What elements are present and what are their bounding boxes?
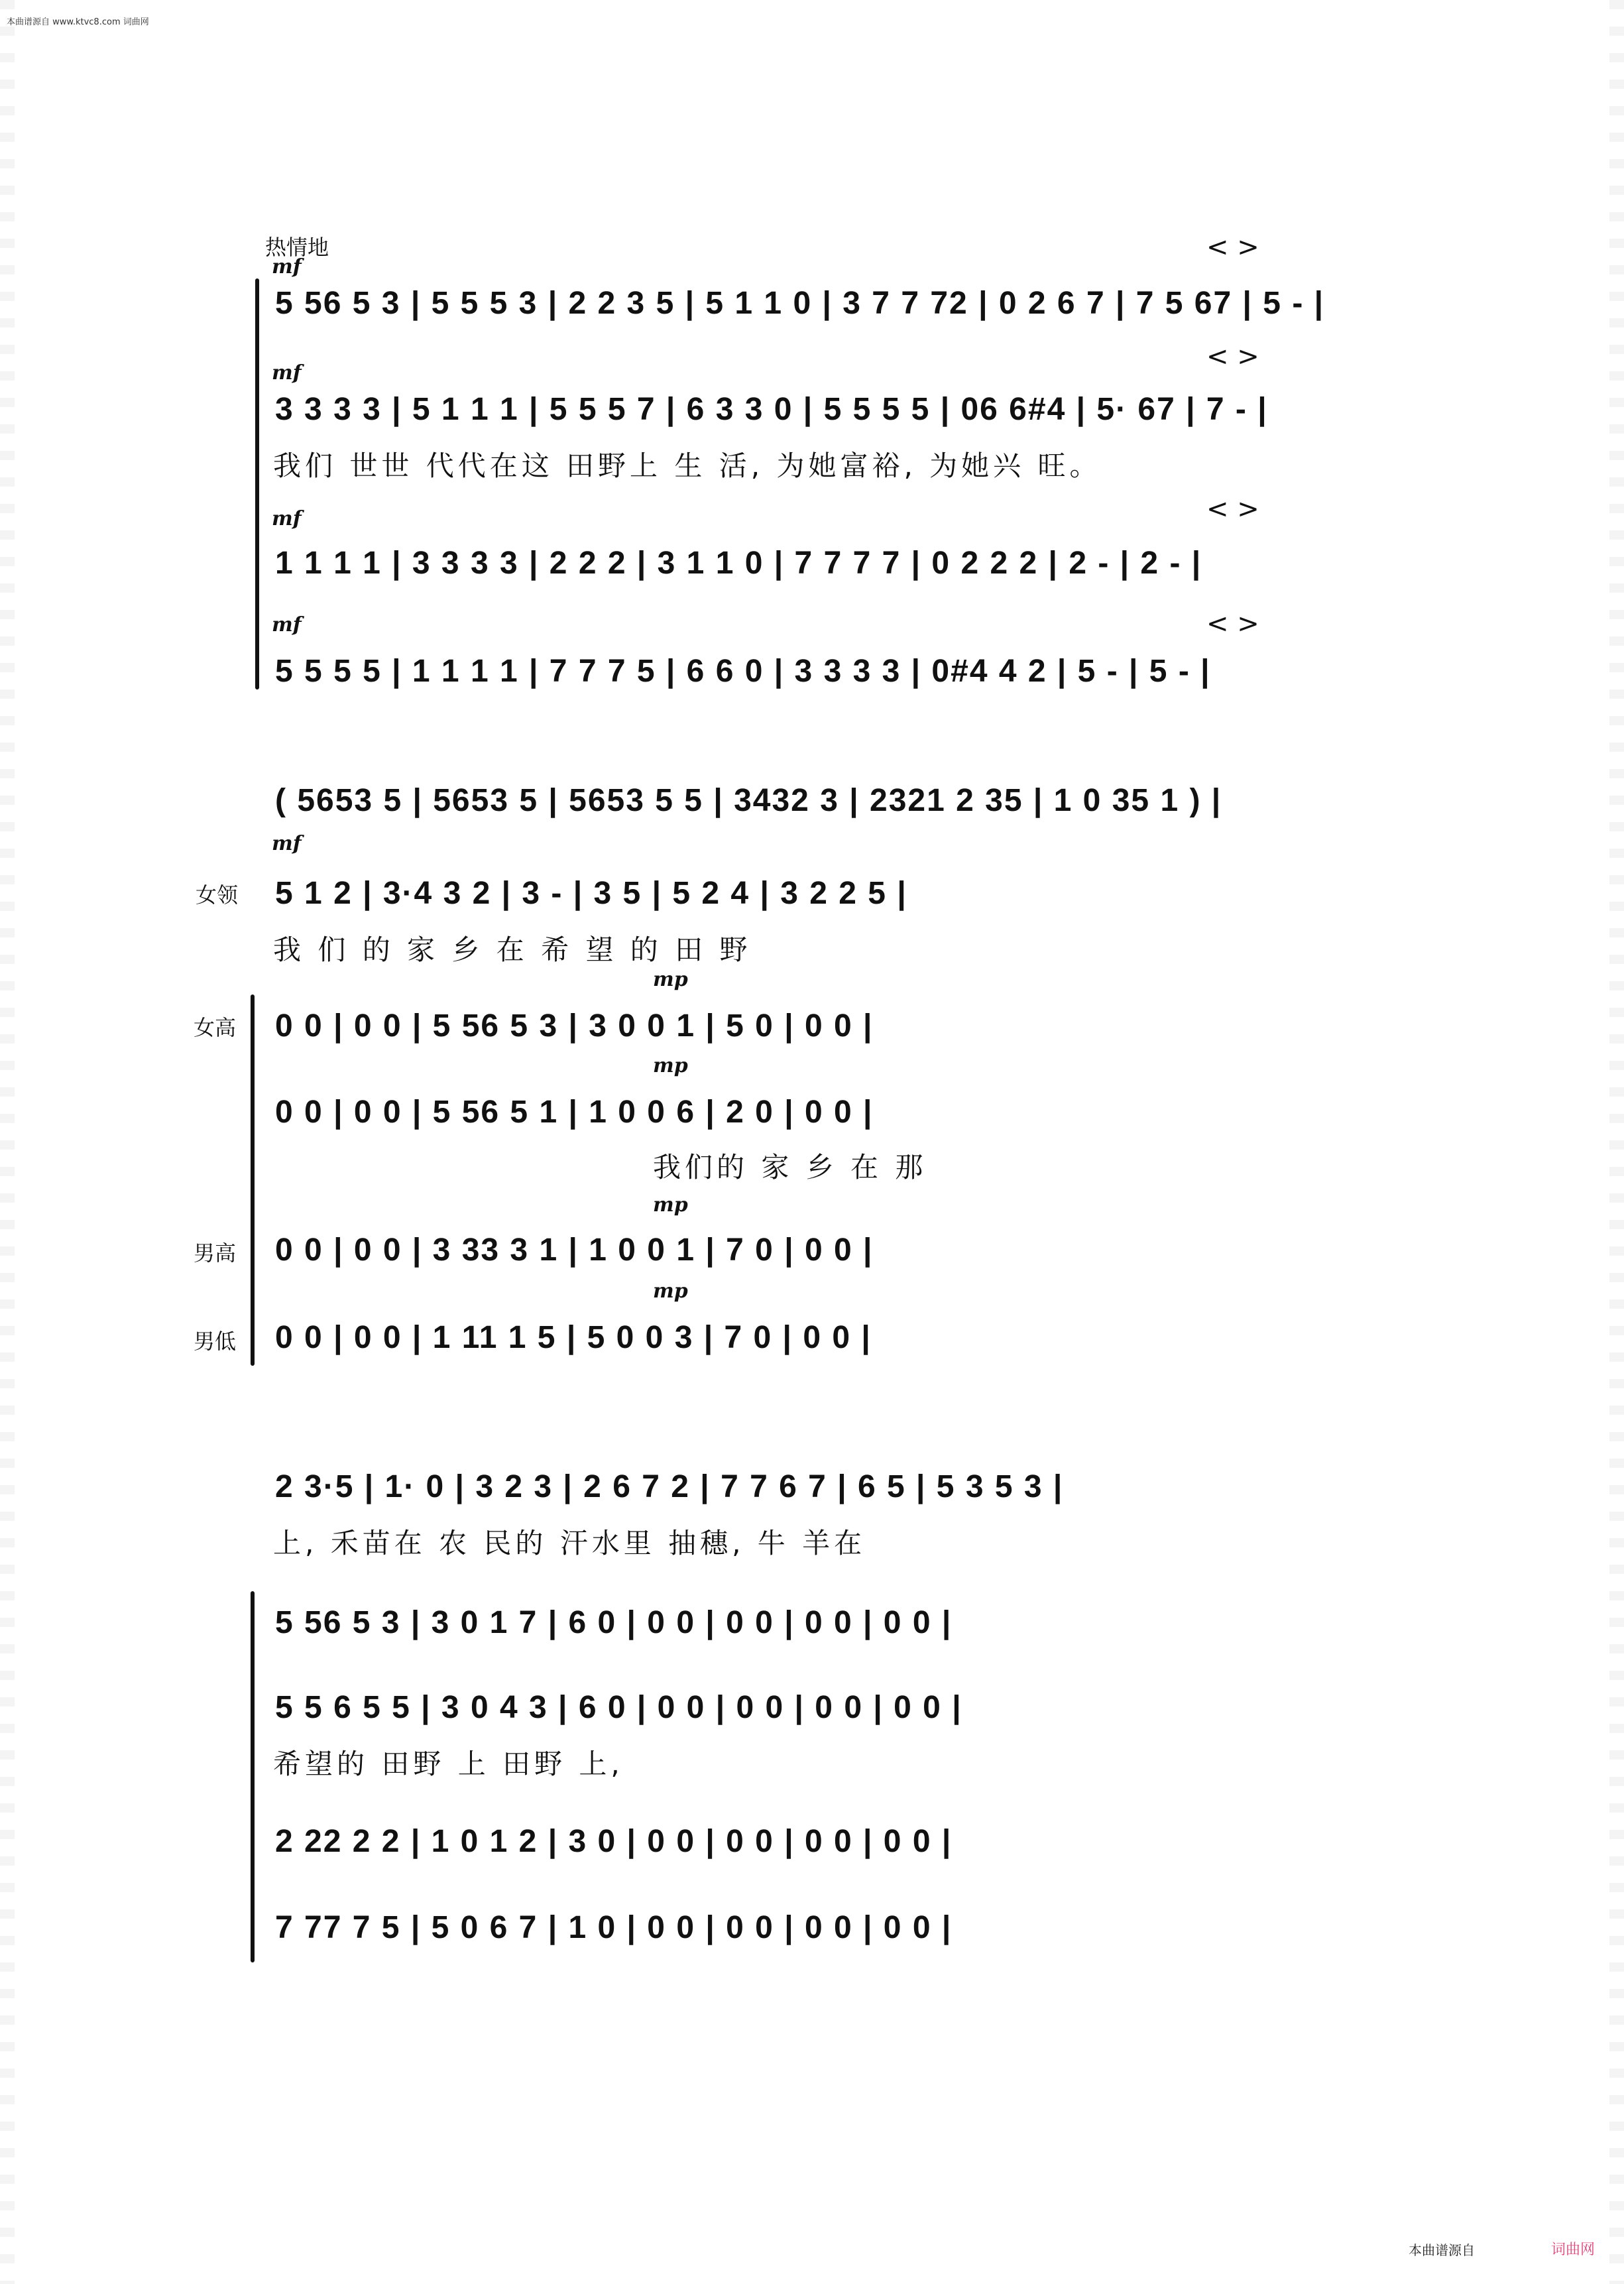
- tempo-marking: 热情地: [265, 235, 329, 260]
- intro-notes: ( 5653 5 | 5653 5 | 5653 5 5 | 3432 3 | 2321 2 35 | 1 0 35 1 ) |: [275, 783, 1222, 818]
- hairpin-crescendo: < >: [1206, 494, 1259, 524]
- dynamic-mp: mp: [653, 1193, 688, 1217]
- staff2-lyrics: 我们 世世 代代在这 田野上 生 活, 为她富裕, 为她兴 旺。: [273, 450, 1102, 482]
- hairpin-crescendo: < >: [1206, 341, 1259, 372]
- system-brace-2: [251, 994, 255, 1366]
- s3-lead-lyrics: 上, 禾苗在 农 民的 汗水里 抽穗, 牛 羊在: [273, 1527, 866, 1559]
- staff4-notes: 5 5 5 5 | 1 1 1 1 | 7 7 7 5 | 6 6 0 | 3 3 3 3 | 0#4 4 2 | 5 - | 5 - |: [275, 654, 1211, 689]
- s3-sop-notes: 5 56 5 3 | 3 0 1 7 | 6 0 | 0 0 | 0 0 | 0 0 | 0 0 |: [275, 1605, 953, 1640]
- sop-notes: 0 0 | 0 0 | 5 56 5 3 | 3 0 0 1 | 5 0 | 0 0 |: [275, 1008, 874, 1044]
- alto-notes: 0 0 | 0 0 | 5 56 5 1 | 1 0 0 6 | 2 0 | 0 0 |: [275, 1095, 874, 1130]
- dynamic-mf: mf: [272, 255, 302, 278]
- label-bass: 男低: [194, 1329, 237, 1354]
- source-header: 本曲谱源自 www.ktvc8.com 词曲网: [7, 17, 149, 27]
- dynamic-mf: mf: [272, 832, 302, 855]
- s3-lead-notes: 2 3·5 | 1· 0 | 3 2 3 | 2 6 7 2 | 7 7 6 7 | 6 5 | 5 3 5 3 |: [275, 1469, 1064, 1504]
- brand-logo-text: 词曲网: [1551, 2242, 1595, 2258]
- ten-notes: 0 0 | 0 0 | 3 33 3 1 | 1 0 0 1 | 7 0 | 0 0 |: [275, 1232, 874, 1268]
- label-sop: 女高: [194, 1015, 237, 1040]
- s3-bass-notes: 7 77 7 5 | 5 0 6 7 | 1 0 | 0 0 | 0 0 | 0 0 | 0 0 |: [275, 1910, 953, 1945]
- s3-ten-notes: 2 22 2 2 | 1 0 1 2 | 3 0 | 0 0 | 0 0 | 0 0 | 0 0 |: [275, 1824, 953, 1859]
- dynamic-mp: mp: [653, 1054, 688, 1077]
- system-brace-1: [255, 278, 259, 690]
- dynamic-mp: mp: [653, 1280, 688, 1303]
- bass-notes: 0 0 | 0 0 | 1 11 1 5 | 5 0 0 3 | 7 0 | 0 0 |: [275, 1320, 872, 1355]
- lead-notes: 5 1 2 | 3·4 3 2 | 3 - | 3 5 | 5 2 4 | 3 2 2 5 |: [275, 876, 907, 911]
- staff2-notes: 3 3 3 3 | 5 1 1 1 | 5 5 5 7 | 6 3 3 0 | 5 5 5 5 | 06 6#4 | 5· 67 | 7 - |: [275, 392, 1268, 427]
- label-lead: 女领: [196, 882, 239, 908]
- s3-alto-notes: 5 5 6 5 5 | 3 0 4 3 | 6 0 | 0 0 | 0 0 | 0 0 | 0 0 |: [275, 1690, 962, 1725]
- staff1-notes: 5 56 5 3 | 5 5 5 3 | 2 2 3 5 | 5 1 1 0 | 3 7 7 72 | 0 2 6 7 | 7 5 67 | 5 - |: [275, 286, 1325, 321]
- system-brace-3: [251, 1591, 255, 1962]
- left-margin-watermark: [0, 0, 15, 2284]
- dynamic-mf: mf: [272, 361, 302, 385]
- hairpin-crescendo: < >: [1206, 609, 1259, 639]
- source-footer: 本曲谱源自: [1409, 2242, 1475, 2258]
- lead-lyrics: 我 们 的 家 乡 在 希 望 的 田 野: [273, 933, 752, 966]
- s3-alto-lyrics: 希望的 田野 上 田野 上,: [273, 1748, 624, 1780]
- staff3-notes: 1 1 1 1 | 3 3 3 3 | 2 2 2 | 3 1 1 0 | 7 7 7 7 | 0 2 2 2 | 2 - | 2 - |: [275, 546, 1202, 581]
- dynamic-mf: mf: [272, 613, 302, 636]
- hairpin-crescendo: < >: [1206, 232, 1259, 263]
- dynamic-mf: mf: [272, 507, 302, 530]
- label-ten: 男高: [194, 1240, 237, 1266]
- dynamic-mp: mp: [653, 968, 688, 991]
- alto-lyrics: 我们的 家 乡 在 那: [653, 1151, 927, 1183]
- right-margin-watermark: [1609, 0, 1624, 2284]
